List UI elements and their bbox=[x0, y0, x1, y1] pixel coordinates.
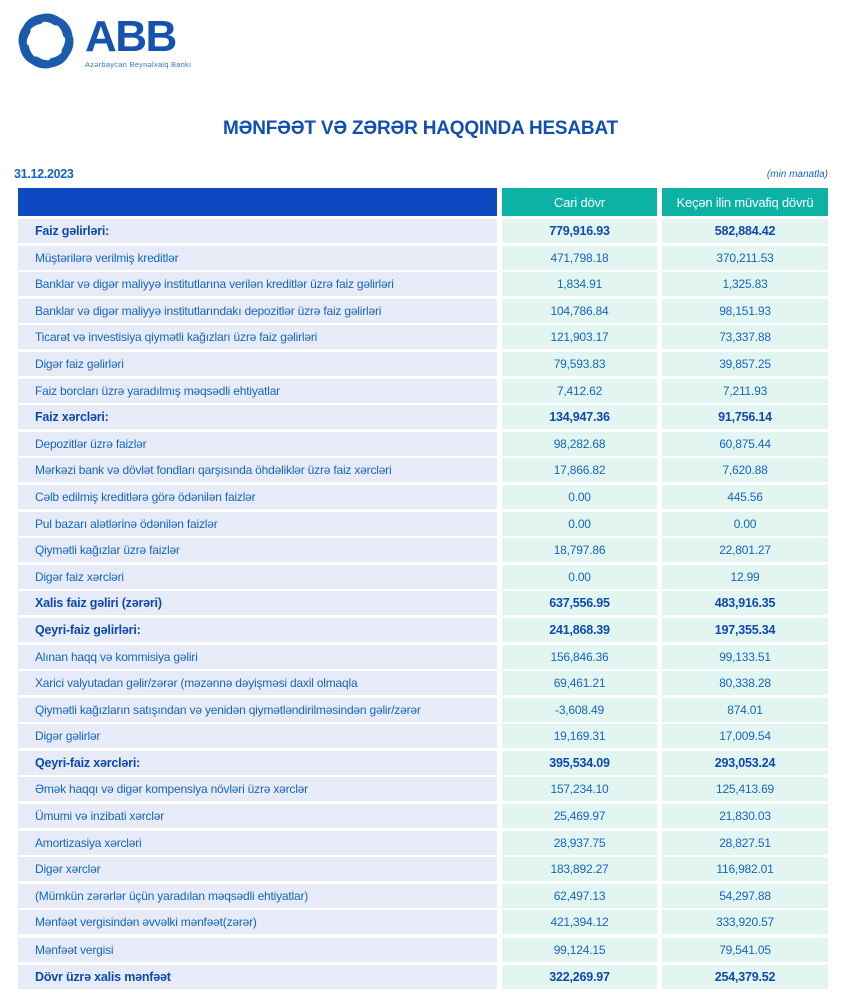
row-previous-value: 333,920.57 bbox=[662, 910, 828, 934]
row-current-value: 0.00 bbox=[502, 512, 657, 536]
row-previous-value: 39,857.25 bbox=[662, 352, 828, 376]
row-current-value: 18,797.86 bbox=[502, 538, 657, 562]
row-label: Xarici valyutadan gəlir/zərər (məzənnə dəyişməsi daxil olmaqla bbox=[18, 671, 497, 695]
row-current-value: 17,866.82 bbox=[502, 458, 657, 482]
row-label: Ticarət və investisiya qiymətli kağızları üzrə faiz gəlirləri bbox=[18, 325, 497, 349]
row-label: Digər gəlirlər bbox=[18, 724, 497, 748]
row-previous-value: 21,830.03 bbox=[662, 804, 828, 828]
header-previous-period: Keçən ilin müvafiq dövrü bbox=[662, 188, 828, 216]
row-label: Ümumi və inzibati xərclər bbox=[18, 804, 497, 828]
table-row bbox=[18, 618, 828, 642]
row-previous-value: 7,211.93 bbox=[662, 379, 828, 403]
table-row bbox=[18, 299, 828, 323]
header-current-period: Cari dövr bbox=[502, 188, 657, 216]
row-previous-value: 254,379.52 bbox=[662, 965, 828, 989]
table-row bbox=[18, 512, 828, 536]
row-previous-value: 293,053.24 bbox=[662, 751, 828, 775]
row-label: Amortizasiya xərcləri bbox=[18, 831, 497, 855]
row-label: Digər xərclər bbox=[18, 857, 497, 881]
row-current-value: 322,269.97 bbox=[502, 965, 657, 989]
row-current-value: 62,497.13 bbox=[502, 884, 657, 908]
table-row bbox=[18, 724, 828, 748]
row-label: Faiz borcları üzrə yaradılmış məqsədli ehtiyatlar bbox=[18, 379, 497, 403]
row-previous-value: 54,297.88 bbox=[662, 884, 828, 908]
row-label: Alınan haqq və kommisiya gəliri bbox=[18, 645, 497, 669]
row-current-value: 779,916.93 bbox=[502, 219, 657, 243]
table-row bbox=[18, 405, 828, 429]
table-row bbox=[18, 645, 828, 669]
row-label: Pul bazarı alətlərinə ödənilən faizlər bbox=[18, 512, 497, 536]
row-previous-value: 7,620.88 bbox=[662, 458, 828, 482]
row-label: Müştərilərə verilmiş kreditlər bbox=[18, 246, 497, 270]
row-current-value: 28,937.75 bbox=[502, 831, 657, 855]
logo-wordmark: ABB bbox=[85, 12, 176, 61]
table-row bbox=[18, 485, 828, 509]
row-previous-value: 80,338.28 bbox=[662, 671, 828, 695]
row-label: Faiz gəlirləri: bbox=[18, 219, 497, 243]
row-label: Əmək haqqı və digər kompensiya növləri üzrə xərclər bbox=[18, 777, 497, 801]
row-label: Mənfəət vergisi bbox=[18, 938, 497, 962]
table-row bbox=[18, 698, 828, 722]
table-body bbox=[18, 219, 828, 989]
report-date: 31.12.2023 bbox=[14, 167, 74, 181]
table-row bbox=[18, 831, 828, 855]
table-row bbox=[18, 458, 828, 482]
row-current-value: 471,798.18 bbox=[502, 246, 657, 270]
table-row bbox=[18, 671, 828, 695]
row-current-value: -3,608.49 bbox=[502, 698, 657, 722]
row-previous-value: 98,151.93 bbox=[662, 299, 828, 323]
row-label: Xalis faiz gəliri (zərəri) bbox=[18, 591, 497, 615]
row-label: Cəlb edilmiş kreditlərə görə ödənilən faizlər bbox=[18, 485, 497, 509]
table-row bbox=[18, 751, 828, 775]
row-label: Digər faiz xərcləri bbox=[18, 565, 497, 589]
table-row bbox=[18, 938, 828, 962]
table-header-row bbox=[18, 188, 828, 216]
row-previous-value: 1,325.83 bbox=[662, 272, 828, 296]
row-previous-value: 79,541.05 bbox=[662, 938, 828, 962]
row-current-value: 134,947.36 bbox=[502, 405, 657, 429]
row-previous-value: 582,884.42 bbox=[662, 219, 828, 243]
table-row bbox=[18, 272, 828, 296]
table-row bbox=[18, 965, 828, 989]
row-current-value: 19,169.31 bbox=[502, 724, 657, 748]
row-label: Banklar və digər maliyyə institutlarına verilən kreditlər üzrə faiz gəlirləri bbox=[18, 272, 497, 296]
row-label: Digər faiz gəlirləri bbox=[18, 352, 497, 376]
row-label: (Mümkün zərərlər üçün yaradılan məqsədli ehtiyatlar) bbox=[18, 884, 497, 908]
row-previous-value: 0.00 bbox=[662, 512, 828, 536]
table-row bbox=[18, 591, 828, 615]
row-label: Qeyri-faiz xərcləri: bbox=[18, 751, 497, 775]
table-row bbox=[18, 379, 828, 403]
row-previous-value: 17,009.54 bbox=[662, 724, 828, 748]
header-empty-cell bbox=[18, 188, 497, 216]
abb-swirl-icon bbox=[16, 10, 76, 72]
row-label: Depozitlər üzrə faizlər bbox=[18, 432, 497, 456]
row-current-value: 7,412.62 bbox=[502, 379, 657, 403]
pnl-table bbox=[18, 188, 828, 991]
row-previous-value: 125,413.69 bbox=[662, 777, 828, 801]
row-current-value: 99,124.15 bbox=[502, 938, 657, 962]
row-label: Mərkəzi bank və dövlət fondları qarşısında öhdəliklər üzrə faiz xərcləri bbox=[18, 458, 497, 482]
row-previous-value: 91,756.14 bbox=[662, 405, 828, 429]
logo-tagline: Azərbaycan Beynəlxalq Bankı bbox=[85, 60, 192, 70]
table-row bbox=[18, 804, 828, 828]
row-previous-value: 116,982.01 bbox=[662, 857, 828, 881]
row-label: Qiymətli kağızların satışından və yenidən qiymətləndirilməsindən gəlir/zərər bbox=[18, 698, 497, 722]
bank-logo bbox=[16, 10, 191, 72]
row-label: Qeyri-faiz gəlirləri: bbox=[18, 618, 497, 642]
row-previous-value: 445.56 bbox=[662, 485, 828, 509]
row-current-value: 421,394.12 bbox=[502, 910, 657, 934]
table-row bbox=[18, 538, 828, 562]
row-previous-value: 483,916.35 bbox=[662, 591, 828, 615]
row-previous-value: 73,337.88 bbox=[662, 325, 828, 349]
table-row bbox=[18, 777, 828, 801]
row-current-value: 1,834.91 bbox=[502, 272, 657, 296]
row-previous-value: 874.01 bbox=[662, 698, 828, 722]
row-previous-value: 370,211.53 bbox=[662, 246, 828, 270]
page-title: MƏNFƏƏT VƏ ZƏRƏR HAQQINDA HESABAT bbox=[223, 118, 618, 139]
table-row bbox=[18, 857, 828, 881]
row-current-value: 25,469.97 bbox=[502, 804, 657, 828]
row-previous-value: 197,355.34 bbox=[662, 618, 828, 642]
row-current-value: 104,786.84 bbox=[502, 299, 657, 323]
row-current-value: 0.00 bbox=[502, 565, 657, 589]
row-previous-value: 60,875.44 bbox=[662, 432, 828, 456]
row-label: Qiymətli kağızlar üzrə faizlər bbox=[18, 538, 497, 562]
table-row bbox=[18, 565, 828, 589]
row-previous-value: 28,827.51 bbox=[662, 831, 828, 855]
row-label: Faiz xərcləri: bbox=[18, 405, 497, 429]
row-current-value: 156,846.36 bbox=[502, 645, 657, 669]
table-row bbox=[18, 884, 828, 908]
table-row bbox=[18, 432, 828, 456]
row-current-value: 121,903.17 bbox=[502, 325, 657, 349]
row-previous-value: 12.99 bbox=[662, 565, 828, 589]
table-row bbox=[18, 352, 828, 376]
table-row bbox=[18, 246, 828, 270]
row-previous-value: 99,133.51 bbox=[662, 645, 828, 669]
row-current-value: 183,892.27 bbox=[502, 857, 657, 881]
row-current-value: 0.00 bbox=[502, 485, 657, 509]
row-label: Banklar və digər maliyyə institutlarındakı depozitlər üzrə faiz gəlirləri bbox=[18, 299, 497, 323]
row-previous-value: 22,801.27 bbox=[662, 538, 828, 562]
row-label: Mənfəət vergisindən əvvəlki mənfəət(zərər) bbox=[18, 910, 497, 934]
unit-note: (min manatla) bbox=[766, 169, 828, 180]
table-row bbox=[18, 325, 828, 349]
row-current-value: 241,868.39 bbox=[502, 618, 657, 642]
row-current-value: 637,556.95 bbox=[502, 591, 657, 615]
row-label: Dövr üzrə xalis mənfəət bbox=[18, 965, 497, 989]
row-current-value: 98,282.68 bbox=[502, 432, 657, 456]
table-row bbox=[18, 910, 828, 934]
row-current-value: 157,234.10 bbox=[502, 777, 657, 801]
row-current-value: 395,534.09 bbox=[502, 751, 657, 775]
row-current-value: 69,461.21 bbox=[502, 671, 657, 695]
table-row bbox=[18, 219, 828, 243]
row-current-value: 79,593.83 bbox=[502, 352, 657, 376]
